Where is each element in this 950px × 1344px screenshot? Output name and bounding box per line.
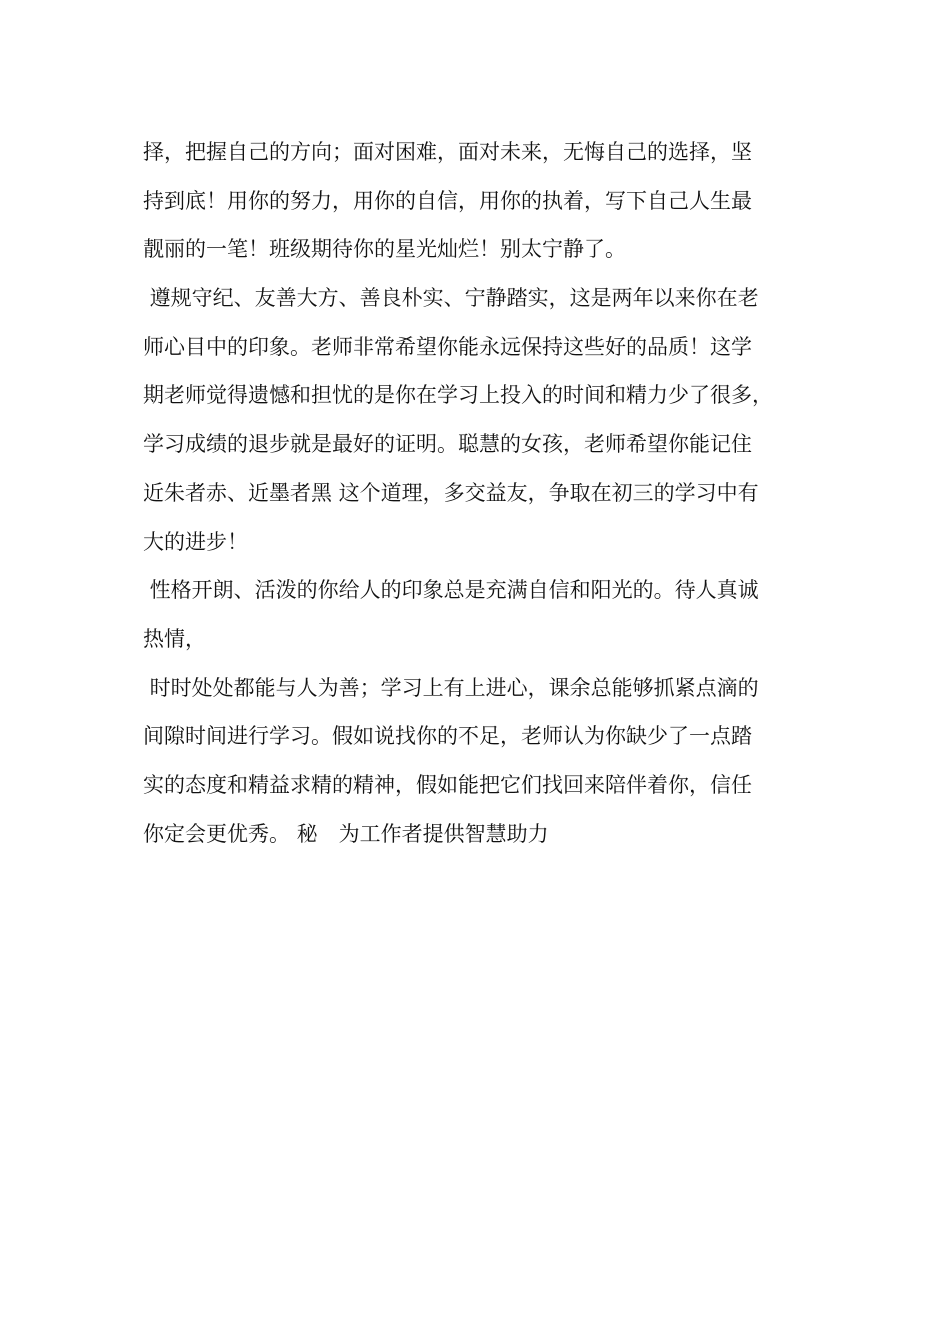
text-line: 靓丽的一笔！班级期待你的星光灿烂！别太宁静了。 xyxy=(143,237,626,262)
text-line: 持到底！用你的努力，用你的自信，用你的执着，写下自己人生最 xyxy=(143,188,752,213)
text-line: 你定会更优秀。 秘 为工作者提供智慧助力 xyxy=(143,821,549,846)
text-line: 遵规守纪、友善大方、善良朴实、宁静踏实，这是两年以来你在老 xyxy=(143,286,759,311)
text-line: 近朱者赤、近墨者黑 这个道理，多交益友，争取在初三的学习中有 xyxy=(143,480,759,505)
text-line: 择，把握自己的方向；面对困难，面对未来，无悔自己的选择，坚 xyxy=(143,140,752,164)
text-line: 时时处处都能与人为善；学习上有上进心，课余总能够抓紧点滴的 xyxy=(143,675,759,700)
text-line: 期老师觉得遗憾和担忧的是你在学习上投入的时间和精力少了很多， xyxy=(143,383,773,408)
text-line: 性格开朗、活泼的你给人的印象总是充满自信和阳光的。待人真诚 xyxy=(143,578,759,603)
document-body xyxy=(143,132,823,862)
text-line: 师心目中的印象。老师非常希望你能永远保持这些好的品质！这学 xyxy=(143,334,752,359)
text-line: 学习成绩的退步就是最好的证明。聪慧的女孩，老师希望你能记住 xyxy=(143,432,752,457)
text-line: 实的态度和精益求精的精神，假如能把它们找回来陪伴着你，信任 xyxy=(143,772,752,797)
text-line: 热情， xyxy=(143,626,206,651)
text-line: 大的进步！ xyxy=(143,529,248,554)
text-line: 间隙时间进行学习。假如说找你的不足，老师认为你缺少了一点踏 xyxy=(143,724,752,749)
